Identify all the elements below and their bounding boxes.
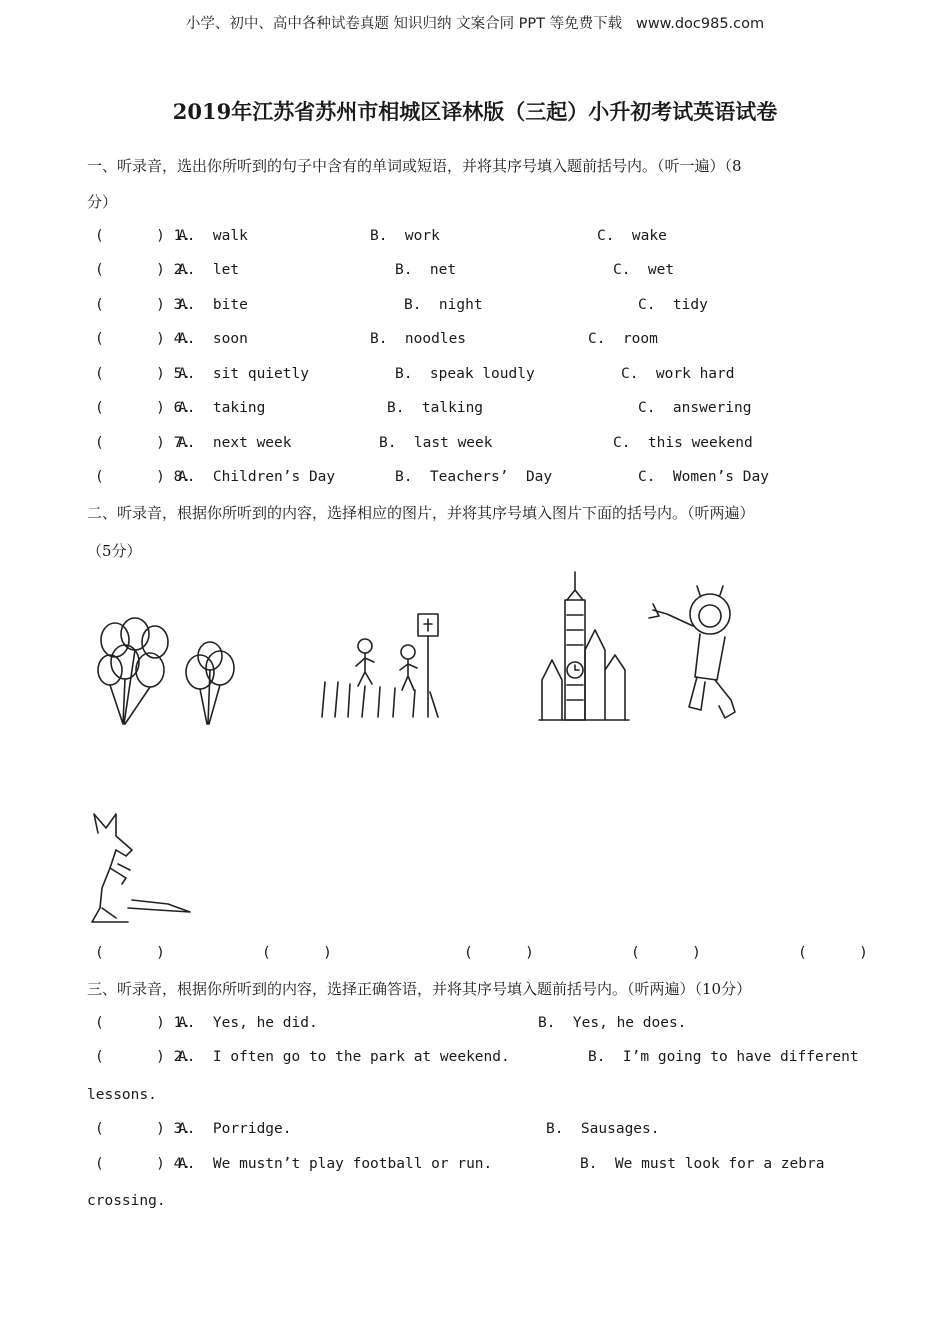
s3-q2-option-b-cont: lessons. <box>87 1087 157 1103</box>
q5-number[interactable]: ( ) 5. <box>95 366 192 382</box>
section3-heading: 三、听录音，根据你所听到的内容，选择正确答语，并将其序号填入题前括号内。（听两遍）（10分） <box>87 980 752 998</box>
section2-heading: 二、听录音，根据你所听到的内容，选择相应的图片，并将其序号填入图片下面的括号内。（听两遍） <box>87 504 755 522</box>
balloons-picture <box>95 620 245 730</box>
q2-option-a: A. let <box>178 262 240 278</box>
picture-bracket-3[interactable]: ( ) <box>464 945 534 961</box>
s3-q4-option-b-cont: crossing. <box>87 1193 166 1209</box>
q7-option-b: B. last week <box>379 435 493 451</box>
q8-number[interactable]: ( ) 8. <box>95 469 192 485</box>
s3-q4-option-b: B. We must look for a zebra <box>580 1156 825 1172</box>
q3-number[interactable]: ( ) 3. <box>95 297 192 313</box>
picture-bracket-5[interactable]: ( ) <box>798 945 868 961</box>
q8-option-c: C. Women’s Day <box>638 469 769 485</box>
astronaut-picture <box>645 582 745 727</box>
picture-bracket-4[interactable]: ( ) <box>631 945 701 961</box>
q8-option-b: B. Teachers’ Day <box>395 469 553 485</box>
q5-option-a: A. sit quietly <box>178 366 309 382</box>
s3-q2-option-b: B. I’m going to have different <box>588 1049 859 1065</box>
q6-option-b: B. talking <box>387 400 484 416</box>
s3-q2-number[interactable]: ( ) 2. <box>95 1049 192 1065</box>
s3-q1-option-a: A. Yes, he did. <box>178 1015 318 1031</box>
big-ben-picture <box>537 570 632 725</box>
section1-heading: 一、听录音，选出你所听到的句子中含有的单词或短语，并将其序号填入题前括号内。（听一遍）（8 <box>87 157 742 175</box>
q6-number[interactable]: ( ) 6. <box>95 400 192 416</box>
s3-q2-option-a: A. I often go to the park at weekend. <box>178 1049 510 1065</box>
q6-option-c: C. answering <box>638 400 752 416</box>
q2-option-c: C. wet <box>613 262 675 278</box>
section2-heading-cont: （5分） <box>87 542 142 560</box>
q5-option-c: C. work hard <box>621 366 735 382</box>
s3-q3-number[interactable]: ( ) 3. <box>95 1121 192 1137</box>
page-header: 小学、初中、高中各种试卷真题 知识归纳 文案合同 PPT 等免费下载 www.doc985.com <box>185 16 765 32</box>
q1-option-a: A. walk <box>178 228 248 244</box>
q1-number[interactable]: ( ) 1. <box>95 228 192 244</box>
q4-number[interactable]: ( ) 4. <box>95 331 192 347</box>
s3-q1-option-b: B. Yes, he does. <box>538 1015 687 1031</box>
q3-option-c: C. tidy <box>638 297 708 313</box>
q7-number[interactable]: ( ) 7. <box>95 435 192 451</box>
q7-option-a: A. next week <box>178 435 292 451</box>
q1-option-c: C. wake <box>597 228 667 244</box>
q1-option-b: B. work <box>370 228 440 244</box>
kangaroo-picture <box>88 808 198 928</box>
q3-option-a: A. bite <box>178 297 248 313</box>
q8-option-a: A. Children’s Day <box>178 469 336 485</box>
q2-option-b: B. net <box>395 262 457 278</box>
q4-option-c: C. room <box>588 331 658 347</box>
q5-option-b: B. speak loudly <box>395 366 535 382</box>
s3-q1-number[interactable]: ( ) 1. <box>95 1015 192 1031</box>
s3-q3-option-b: B. Sausages. <box>546 1121 660 1137</box>
s3-q3-option-a: A. Porridge. <box>178 1121 292 1137</box>
section1-heading-cont: 分） <box>87 193 118 211</box>
crossing-picture <box>320 612 450 722</box>
q6-option-a: A. taking <box>178 400 266 416</box>
q4-option-a: A. soon <box>178 331 248 347</box>
q2-number[interactable]: ( ) 2. <box>95 262 192 278</box>
page-title: 2019年江苏省苏州市相城区译林版（三起）小升初考试英语试卷 <box>172 99 778 124</box>
q7-option-c: C. this weekend <box>613 435 753 451</box>
q3-option-b: B. night <box>404 297 483 313</box>
picture-bracket-1[interactable]: ( ) <box>95 945 165 961</box>
picture-bracket-2[interactable]: ( ) <box>262 945 332 961</box>
s3-q4-number[interactable]: ( ) 4. <box>95 1156 192 1172</box>
s3-q4-option-a: A. We mustn’t play football or run. <box>178 1156 493 1172</box>
q4-option-b: B. noodles <box>370 331 467 347</box>
